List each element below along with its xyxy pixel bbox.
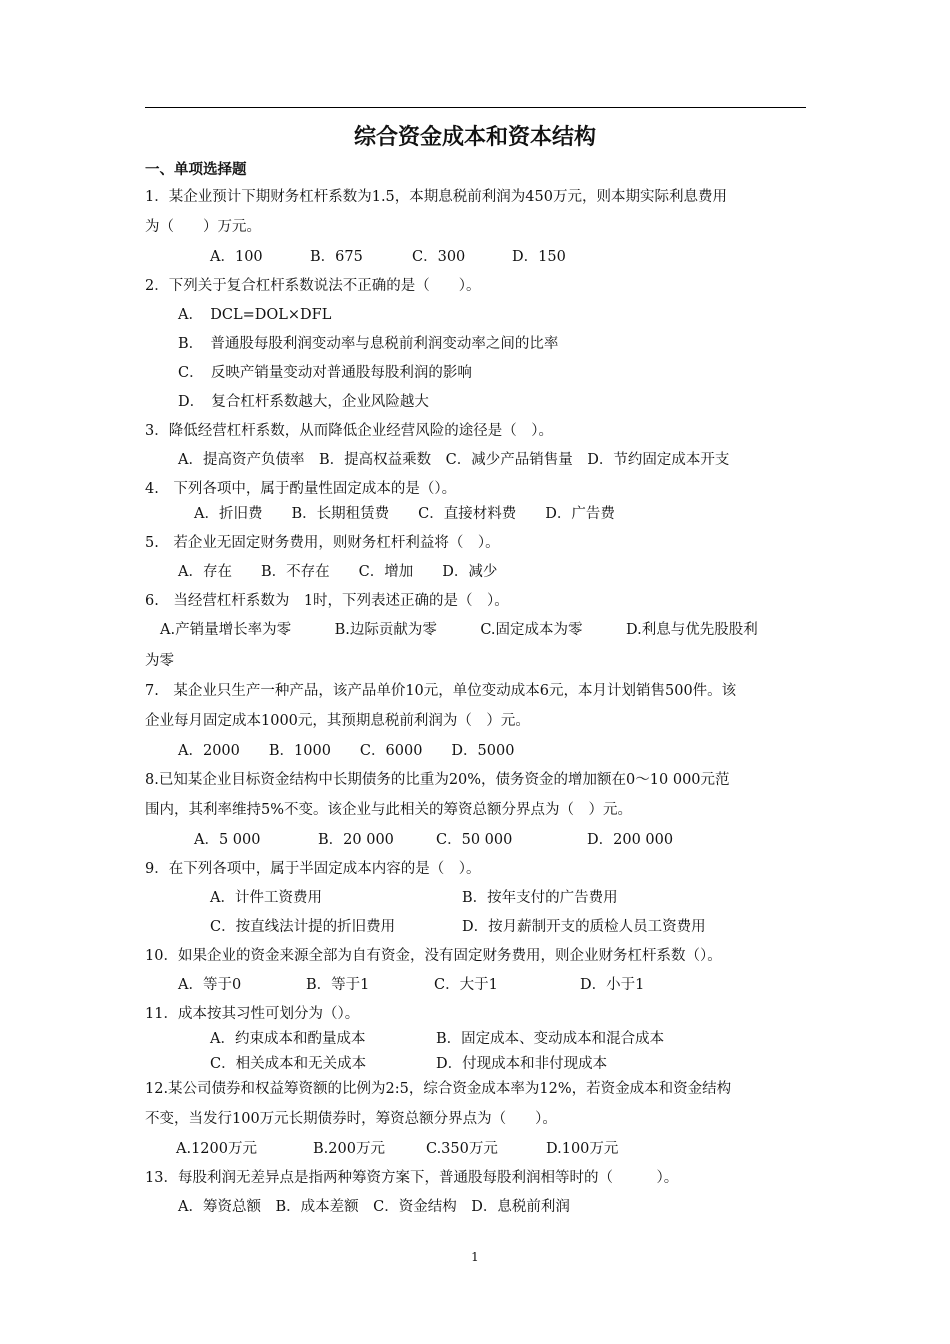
q7-options: A．2000 B．1000 C．6000 D．5000	[178, 743, 515, 759]
q2-option-c: C． 反映产销量变动对普通股每股利润的影响	[178, 365, 472, 381]
q6-options-cont: 为零	[145, 653, 174, 669]
q13-stem: 13．每股利润无差异点是指两种筹资方案下，普通股每股利润相等时的（ ）。	[145, 1170, 679, 1186]
q13-options: A．筹资总额 B．成本差额 C．资金结构 D．息税前利润	[178, 1199, 570, 1215]
q1-option-b: B．675	[310, 249, 363, 265]
q10-option-a: A．等于0	[178, 977, 242, 993]
q9-option-d: D．按月薪制开支的质检人员工资费用	[462, 919, 706, 935]
q9-option-b: B．按年支付的广告费用	[462, 890, 618, 906]
q4-options: A．折旧费 B．长期租赁费 C．直接材料费 D．广告费	[194, 506, 615, 522]
q10-option-d: D．小于1	[580, 977, 645, 993]
section-heading: 一、单项选择题	[145, 162, 247, 178]
q10-stem: 10．如果企业的资金来源全部为自有资金，没有固定财务费用，则企业财务杠杆系数（）。	[145, 948, 722, 964]
q12-option-b: B.200万元	[313, 1141, 385, 1157]
header-rule	[145, 107, 806, 108]
q9-stem: 9．在下列各项中，属于半固定成本内容的是（ ）。	[145, 861, 481, 877]
q12-stem-line2: 不变，当发行100万元长期债券时，筹资总额分界点为（ ）。	[145, 1111, 557, 1127]
page-title: 综合资金成本和资本结构	[353, 125, 596, 150]
q12-option-d: D.100万元	[546, 1141, 619, 1157]
q6-options: A.产销量增长率为零 B.边际贡献为零 C.固定成本为零 D.利息与优先股股利	[160, 622, 758, 638]
q8-option-c: C．50 000	[436, 832, 513, 848]
q10-option-c: C．大于1	[434, 977, 498, 993]
q2-option-d: D． 复合杠杆系数越大，企业风险越大	[178, 394, 429, 410]
q8-option-a: A．5 000	[194, 832, 261, 848]
q12-option-a: A.1200万元	[176, 1141, 257, 1157]
q11-stem: 11．成本按其习性可划分为（）。	[145, 1006, 360, 1022]
q12-stem-line1: 12.某公司债券和权益筹资额的比例为2:5，综合资金成本率为12%，若资金成本和资金结构	[145, 1081, 732, 1097]
q10-option-b: B．等于1	[306, 977, 370, 993]
q2-stem: 2．下列关于复合杠杆系数说法不正确的是（ ）。	[145, 278, 481, 294]
q11-option-d: D．付现成本和非付现成本	[436, 1056, 608, 1072]
q4-stem: 4. 下列各项中，属于酌量性固定成本的是（）。	[145, 481, 457, 497]
q11-option-a: A．约束成本和酌量成本	[210, 1031, 366, 1047]
q12-option-c: C.350万元	[426, 1141, 498, 1157]
q1-option-c: C．300	[412, 249, 466, 265]
q8-stem-line2: 围内，其利率维持5%不变。该企业与此相关的筹资总额分界点为（ ）元。	[145, 802, 633, 818]
q1-option-d: D．150	[512, 249, 566, 265]
q7-stem-line2: 企业每月固定成本1000元，其预期息税前利润为（ ）元。	[145, 713, 530, 729]
q9-option-c: C．按直线法计提的折旧费用	[210, 919, 396, 935]
q11-option-b: B．固定成本、变动成本和混合成本	[436, 1031, 665, 1047]
q6-stem: 6. 当经营杠杆系数为 1时，下列表述正确的是（ ）。	[145, 593, 509, 609]
q8-stem-line1: 8.已知某企业目标资金结构中长期债务的比重为20%，债务资金的增加额在0～10 000元范	[145, 772, 730, 788]
q3-options: A．提高资产负债率 B．提高权益乘数 C．减少产品销售量 D．节约固定成本开支	[178, 452, 730, 468]
q8-option-b: B．20 000	[318, 832, 394, 848]
q9-option-a: A．计件工资费用	[210, 890, 322, 906]
q8-option-d: D．200 000	[587, 832, 674, 848]
q5-options: A．存在 B．不存在 C．增加 D．减少	[178, 564, 498, 580]
q7-stem-line1: 7. 某企业只生产一种产品，该产品单价10元，单位变动成本6元，本月计划销售500件。该	[145, 683, 737, 699]
q2-option-a: A． DCL=DOL×DFL	[178, 307, 332, 323]
q1-stem-line1: 1．某企业预计下期财务杠杆系数为1.5，本期息税前利润为450万元，则本期实际利息费用	[145, 189, 727, 205]
q5-stem: 5. 若企业无固定财务费用，则财务杠杆利益将（ ）。	[145, 535, 500, 551]
q2-option-b: B． 普通股每股利润变动率与息税前利润变动率之间的比率	[178, 336, 559, 352]
q1-option-a: A．100	[210, 249, 263, 265]
q1-stem-line2: 为（ ）万元。	[145, 219, 261, 235]
q3-stem: 3．降低经营杠杆系数，从而降低企业经营风险的途径是（ ）。	[145, 423, 553, 439]
page-number: 1	[471, 1250, 479, 1264]
q11-option-c: C．相关成本和无关成本	[210, 1056, 367, 1072]
